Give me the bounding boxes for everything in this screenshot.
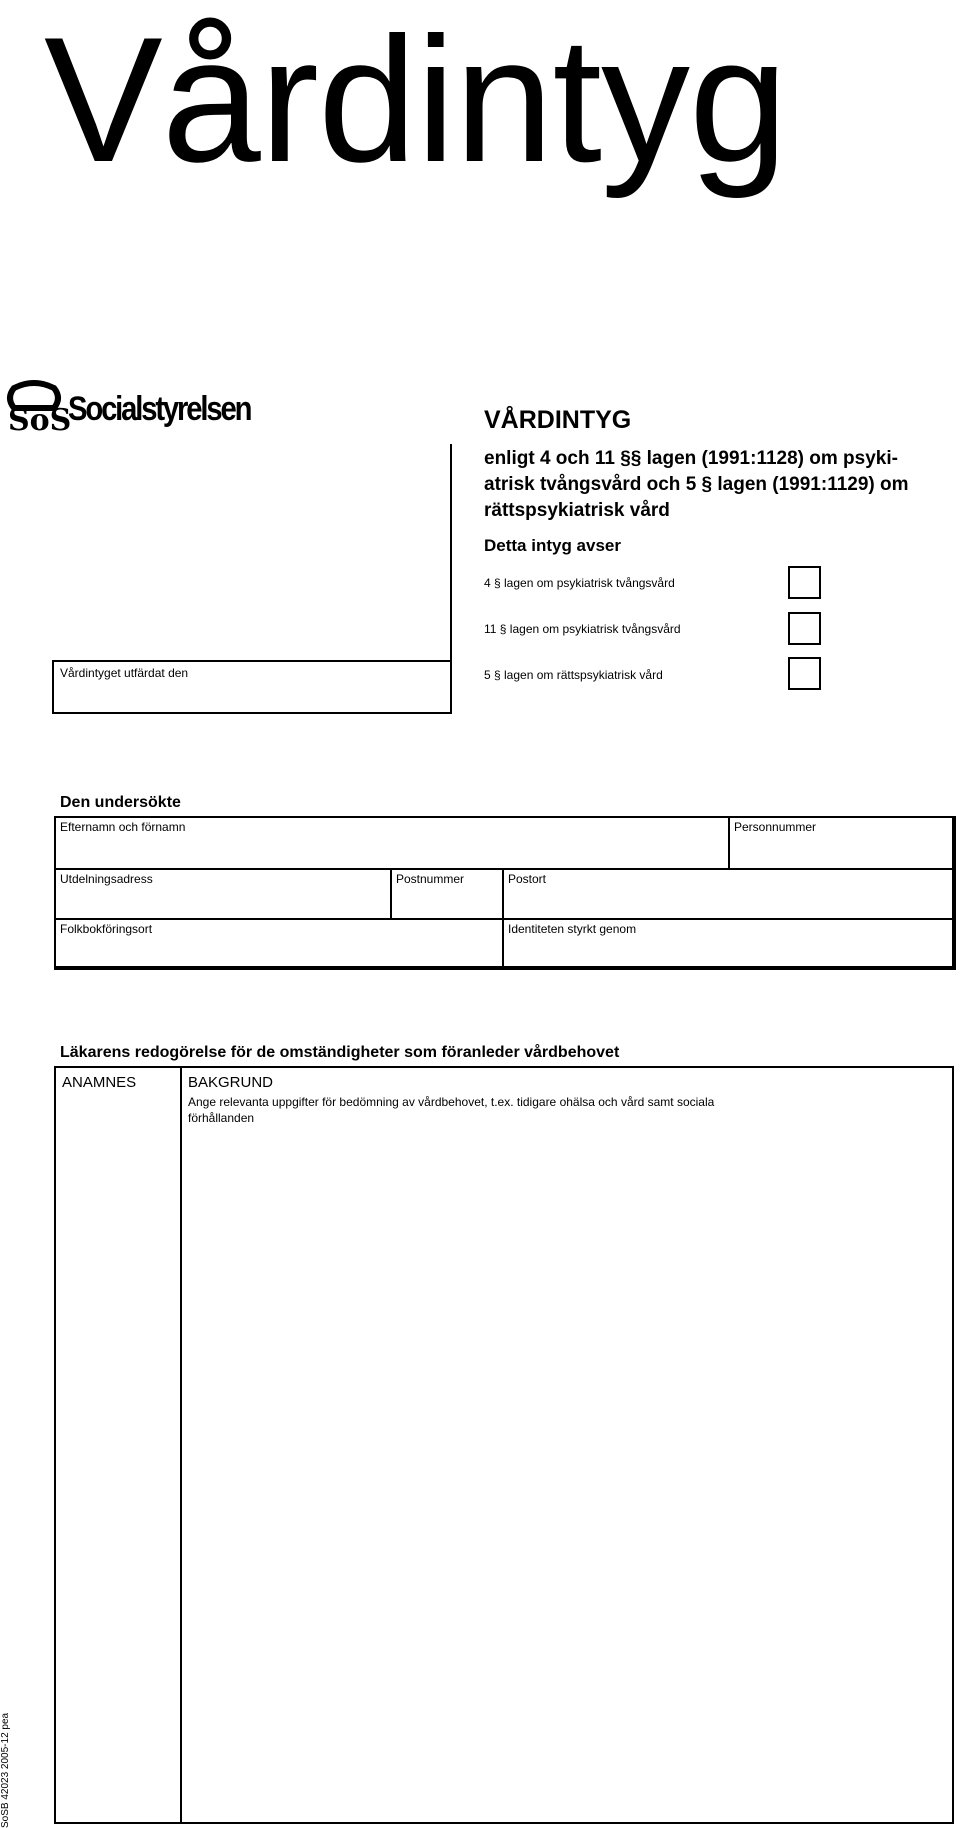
bakgrund-title: BAKGRUND: [188, 1074, 274, 1091]
issued-date-label: Vårdintyget utfärdat den: [60, 666, 189, 680]
bakgrund-hint: Ange relevanta uppgifter för bedömning av vårdbehovet, t.ex. tidigare ohälsa och vård samt sociala förhållanden: [188, 1095, 715, 1125]
svg-text:SoS: SoS: [8, 403, 72, 438]
postort-label: Postort: [508, 872, 547, 886]
personnummer-label: Personnummer: [734, 820, 817, 834]
form-code: SoSB 42023 2005-12 pea: [0, 1712, 11, 1828]
report-table: [54, 1066, 954, 1824]
option-4-checkbox[interactable]: [788, 566, 821, 599]
option-5-checkbox[interactable]: [788, 657, 821, 690]
report-column-divider: [180, 1068, 182, 1822]
page-title: Vårdintyg: [44, 0, 787, 199]
anamnes-label: ANAMNES: [62, 1074, 137, 1091]
option-11-checkbox[interactable]: [788, 612, 821, 645]
logo-text: Socialstyrelsen: [68, 390, 251, 428]
postnummer-label: Postnummer: [396, 872, 465, 886]
sos-emblem-icon: [4, 382, 72, 438]
identity-label: Identiteten styrkt genom: [508, 922, 637, 936]
option-4-label: 4 § lagen om psykiatrisk tvångsvård: [484, 576, 675, 590]
option-11-label: 11 § lagen om psykiatrisk tvångsvård: [484, 622, 681, 636]
address-label: Utdelningsadress: [60, 872, 153, 886]
folkbokforingsort-label: Folkbokföringsort: [60, 922, 153, 936]
name-field[interactable]: [54, 816, 730, 870]
issued-date-field[interactable]: [52, 660, 452, 714]
form-subtitle: enligt 4 och 11 §§ lagen (1991:1128) om psyki-atrisk tvångsvård och 5 § lagen (1991:1129) om rättspsykiatrisk vård: [484, 448, 909, 521]
postnummer-field[interactable]: [390, 868, 504, 920]
folkbokforingsort-field[interactable]: [54, 918, 504, 970]
postort-field[interactable]: [502, 868, 956, 920]
avser-label: Detta intyg avser: [484, 536, 621, 555]
personnummer-field[interactable]: [728, 816, 956, 870]
name-label: Efternamn och förnamn: [60, 820, 186, 834]
patient-table: [54, 816, 954, 968]
socialstyrelsen-logo: [4, 382, 262, 438]
identity-field[interactable]: [502, 918, 956, 970]
option-5-label: 5 § lagen om rättspsykiatrisk vård: [484, 668, 663, 682]
address-field[interactable]: [54, 868, 392, 920]
report-heading: Läkarens redogörelse för de omständigheter som föranleder vårdbehovet: [60, 1044, 620, 1061]
bakgrund-textarea[interactable]: [184, 1138, 950, 1818]
patient-heading: Den undersökte: [60, 794, 181, 811]
form-title: VÅRDINTYG: [484, 406, 632, 434]
